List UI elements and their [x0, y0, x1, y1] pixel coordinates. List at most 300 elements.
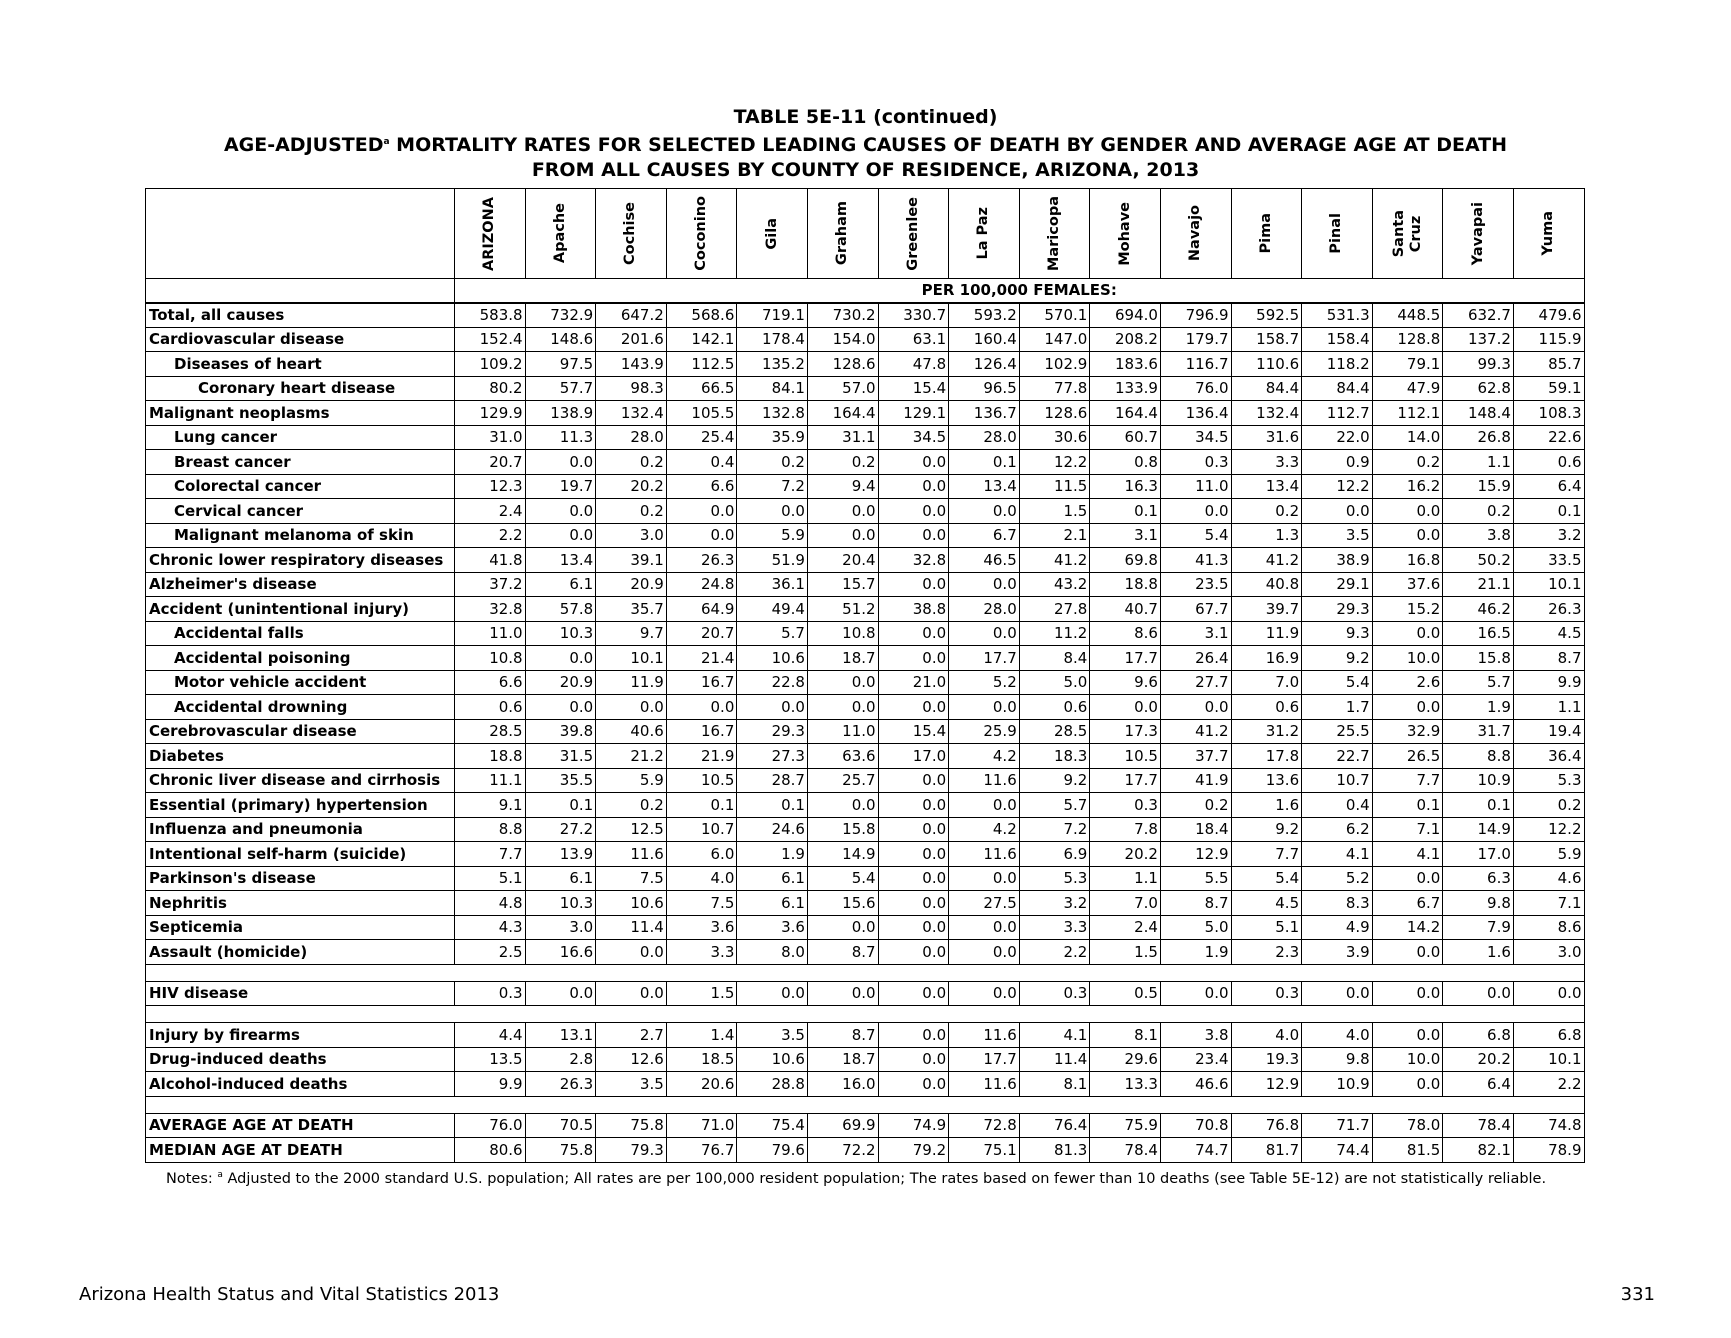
- value-cell: 8.8: [1443, 744, 1514, 769]
- table-row: [146, 376, 1585, 401]
- value-cell: 0.0: [525, 646, 596, 671]
- value-cell: 0.9: [1302, 450, 1373, 475]
- row-label: Lung cancer: [146, 425, 455, 450]
- column-header-label: Yavapai: [1469, 201, 1486, 266]
- value-cell: 69.8: [1090, 548, 1161, 573]
- column-header: [1231, 189, 1302, 279]
- column-header: [455, 189, 526, 279]
- value-cell: 71.0: [666, 1113, 737, 1138]
- table-row: [146, 499, 1585, 524]
- value-cell: 0.0: [1372, 1023, 1443, 1048]
- value-cell: 4.5: [1231, 891, 1302, 916]
- value-cell: 13.4: [525, 548, 596, 573]
- value-cell: 0.1: [1090, 499, 1161, 524]
- value-cell: 37.2: [455, 572, 526, 597]
- value-cell: 19.4: [1513, 719, 1584, 744]
- table-row: [146, 646, 1585, 671]
- value-cell: 0.2: [1160, 793, 1231, 818]
- value-cell: 23.4: [1160, 1047, 1231, 1072]
- value-cell: 19.3: [1231, 1047, 1302, 1072]
- value-cell: 148.4: [1443, 401, 1514, 426]
- value-cell: 7.0: [1231, 670, 1302, 695]
- value-cell: 136.4: [1160, 401, 1231, 426]
- table-row: [146, 425, 1585, 450]
- row-label: Colorectal cancer: [146, 474, 455, 499]
- value-cell: 0.0: [807, 981, 878, 1006]
- table-body: [146, 279, 1585, 1163]
- value-cell: 15.8: [807, 817, 878, 842]
- value-cell: 80.6: [455, 1138, 526, 1163]
- value-cell: 0.0: [1443, 981, 1514, 1006]
- value-cell: 36.1: [737, 572, 808, 597]
- value-cell: 10.1: [1513, 1047, 1584, 1072]
- value-cell: 20.9: [525, 670, 596, 695]
- value-cell: 0.0: [525, 981, 596, 1006]
- value-cell: 109.2: [455, 352, 526, 377]
- column-header-label: Apache: [551, 203, 568, 264]
- value-cell: 0.2: [1513, 793, 1584, 818]
- value-cell: 11.0: [1160, 474, 1231, 499]
- row-label: Assault (homicide): [146, 940, 455, 965]
- value-cell: 5.4: [807, 866, 878, 891]
- per-label-spacer: [146, 279, 455, 303]
- value-cell: 4.2: [949, 744, 1020, 769]
- column-header: [1302, 189, 1373, 279]
- value-cell: 3.3: [1231, 450, 1302, 475]
- value-cell: 16.6: [525, 940, 596, 965]
- value-cell: 57.0: [807, 376, 878, 401]
- value-cell: 99.3: [1443, 352, 1514, 377]
- value-cell: 17.0: [1443, 842, 1514, 867]
- value-cell: 28.0: [949, 597, 1020, 622]
- value-cell: 29.1: [1302, 572, 1373, 597]
- value-cell: 40.6: [596, 719, 667, 744]
- separator-cell: [146, 1096, 1585, 1113]
- value-cell: 8.0: [737, 940, 808, 965]
- value-cell: 0.4: [1302, 793, 1373, 818]
- value-cell: 6.8: [1443, 1023, 1514, 1048]
- value-cell: 26.3: [666, 548, 737, 573]
- value-cell: 0.0: [949, 572, 1020, 597]
- value-cell: 0.0: [878, 981, 949, 1006]
- value-cell: 0.0: [1372, 1072, 1443, 1097]
- value-cell: 20.2: [596, 474, 667, 499]
- value-cell: 80.2: [455, 376, 526, 401]
- value-cell: 74.7: [1160, 1138, 1231, 1163]
- value-cell: 138.9: [525, 401, 596, 426]
- value-cell: 2.5: [455, 940, 526, 965]
- value-cell: 15.2: [1372, 597, 1443, 622]
- value-cell: 6.3: [1443, 866, 1514, 891]
- value-cell: 0.0: [949, 940, 1020, 965]
- value-cell: 5.0: [1019, 670, 1090, 695]
- value-cell: 0.0: [1372, 981, 1443, 1006]
- value-cell: 74.8: [1513, 1113, 1584, 1138]
- row-label: Total, all causes: [146, 303, 455, 328]
- value-cell: 0.0: [596, 695, 667, 720]
- value-cell: 37.7: [1160, 744, 1231, 769]
- value-cell: 0.0: [525, 523, 596, 548]
- value-cell: 0.1: [1443, 793, 1514, 818]
- value-cell: 25.5: [1302, 719, 1373, 744]
- value-cell: 128.6: [807, 352, 878, 377]
- value-cell: 132.4: [1231, 401, 1302, 426]
- value-cell: 0.0: [878, 817, 949, 842]
- value-cell: 26.3: [525, 1072, 596, 1097]
- value-cell: 796.9: [1160, 303, 1231, 328]
- row-label: Chronic lower respiratory diseases: [146, 548, 455, 573]
- value-cell: 62.8: [1443, 376, 1514, 401]
- value-cell: 5.7: [1019, 793, 1090, 818]
- value-cell: 26.4: [1160, 646, 1231, 671]
- value-cell: 129.9: [455, 401, 526, 426]
- value-cell: 51.2: [807, 597, 878, 622]
- value-cell: 97.5: [525, 352, 596, 377]
- value-cell: 6.0: [666, 842, 737, 867]
- value-cell: 4.5: [1513, 621, 1584, 646]
- value-cell: 76.0: [1160, 376, 1231, 401]
- value-cell: 0.3: [455, 981, 526, 1006]
- value-cell: 38.9: [1302, 548, 1373, 573]
- table-row: [146, 866, 1585, 891]
- value-cell: 647.2: [596, 303, 667, 328]
- value-cell: 10.8: [807, 621, 878, 646]
- value-cell: 31.5: [525, 744, 596, 769]
- value-cell: 63.6: [807, 744, 878, 769]
- value-cell: 0.0: [949, 621, 1020, 646]
- value-cell: 6.2: [1302, 817, 1373, 842]
- row-label: Chronic liver disease and cirrhosis: [146, 768, 455, 793]
- value-cell: 18.5: [666, 1047, 737, 1072]
- row-label: Accident (unintentional injury): [146, 597, 455, 622]
- value-cell: 0.1: [1513, 499, 1584, 524]
- title-line-3: FROM ALL CAUSES BY COUNTY OF RESIDENCE, ARIZONA, 2013: [531, 159, 1200, 181]
- value-cell: 16.9: [1231, 646, 1302, 671]
- value-cell: 70.5: [525, 1113, 596, 1138]
- value-cell: 46.2: [1443, 597, 1514, 622]
- value-cell: 128.6: [1019, 401, 1090, 426]
- value-cell: 84.4: [1231, 376, 1302, 401]
- row-label: Parkinson's disease: [146, 866, 455, 891]
- value-cell: 6.4: [1513, 474, 1584, 499]
- mortality-table: [145, 188, 1585, 1163]
- row-label: Accidental falls: [146, 621, 455, 646]
- value-cell: 3.5: [737, 1023, 808, 1048]
- value-cell: 531.3: [1302, 303, 1373, 328]
- value-cell: 568.6: [666, 303, 737, 328]
- value-cell: 15.8: [1443, 646, 1514, 671]
- value-cell: 17.7: [949, 1047, 1020, 1072]
- value-cell: 0.6: [1019, 695, 1090, 720]
- value-cell: 33.5: [1513, 548, 1584, 573]
- value-cell: 10.9: [1302, 1072, 1373, 1097]
- value-cell: 183.6: [1090, 352, 1161, 377]
- value-cell: 39.7: [1231, 597, 1302, 622]
- value-cell: 11.9: [1231, 621, 1302, 646]
- value-cell: 11.4: [596, 915, 667, 940]
- value-cell: 2.2: [1513, 1072, 1584, 1097]
- value-cell: 9.7: [596, 621, 667, 646]
- value-cell: 0.2: [1231, 499, 1302, 524]
- value-cell: 75.4: [737, 1113, 808, 1138]
- value-cell: 31.7: [1443, 719, 1514, 744]
- value-cell: 1.1: [1443, 450, 1514, 475]
- header-corner: [146, 189, 455, 279]
- value-cell: 0.0: [949, 981, 1020, 1006]
- value-cell: 84.4: [1302, 376, 1373, 401]
- value-cell: 1.9: [1443, 695, 1514, 720]
- column-header-label: Santa Cruz: [1390, 209, 1424, 258]
- value-cell: 70.8: [1160, 1113, 1231, 1138]
- value-cell: 0.0: [807, 793, 878, 818]
- value-cell: 158.7: [1231, 327, 1302, 352]
- table-row: [146, 891, 1585, 916]
- value-cell: 6.8: [1513, 1023, 1584, 1048]
- value-cell: 8.1: [1090, 1023, 1161, 1048]
- value-cell: 35.5: [525, 768, 596, 793]
- value-cell: 84.1: [737, 376, 808, 401]
- value-cell: 8.7: [1160, 891, 1231, 916]
- value-cell: 76.8: [1231, 1113, 1302, 1138]
- value-cell: 5.7: [737, 621, 808, 646]
- value-cell: 0.0: [666, 499, 737, 524]
- value-cell: 12.2: [1513, 817, 1584, 842]
- per-label: PER 100,000 FEMALES:: [455, 279, 1585, 303]
- value-cell: 0.0: [878, 915, 949, 940]
- footer-publication: Arizona Health Status and Vital Statistics 2013: [79, 1284, 500, 1305]
- value-cell: 19.7: [525, 474, 596, 499]
- value-cell: 15.6: [807, 891, 878, 916]
- value-cell: 2.3: [1231, 940, 1302, 965]
- value-cell: 0.0: [1372, 695, 1443, 720]
- table-row: [146, 793, 1585, 818]
- value-cell: 9.9: [1513, 670, 1584, 695]
- value-cell: 3.1: [1090, 523, 1161, 548]
- value-cell: 0.3: [1160, 450, 1231, 475]
- value-cell: 15.9: [1443, 474, 1514, 499]
- value-cell: 5.1: [1231, 915, 1302, 940]
- value-cell: 7.1: [1372, 817, 1443, 842]
- value-cell: 5.3: [1019, 866, 1090, 891]
- value-cell: 41.8: [455, 548, 526, 573]
- group-separator: [146, 1096, 1585, 1113]
- value-cell: 10.0: [1372, 646, 1443, 671]
- value-cell: 0.1: [1372, 793, 1443, 818]
- value-cell: 6.1: [525, 572, 596, 597]
- row-label: Essential (primary) hypertension: [146, 793, 455, 818]
- value-cell: 78.9: [1513, 1138, 1584, 1163]
- value-cell: 9.4: [807, 474, 878, 499]
- value-cell: 28.0: [596, 425, 667, 450]
- table-row: [146, 817, 1585, 842]
- value-cell: 479.6: [1513, 303, 1584, 328]
- value-cell: 148.6: [525, 327, 596, 352]
- row-label: Alcohol-induced deaths: [146, 1072, 455, 1097]
- value-cell: 41.3: [1160, 548, 1231, 573]
- column-header-label: Graham: [834, 201, 851, 266]
- value-cell: 164.4: [1090, 401, 1161, 426]
- title-footnote-marker: a: [383, 137, 390, 147]
- value-cell: 730.2: [807, 303, 878, 328]
- value-cell: 17.0: [878, 744, 949, 769]
- value-cell: 41.2: [1160, 719, 1231, 744]
- table-row: [146, 1047, 1585, 1072]
- value-cell: 15.4: [878, 719, 949, 744]
- value-cell: 28.0: [949, 425, 1020, 450]
- title-line-2: [0, 130, 1731, 158]
- value-cell: 0.0: [878, 768, 949, 793]
- value-cell: 0.0: [878, 474, 949, 499]
- value-cell: 22.0: [1302, 425, 1373, 450]
- table-row: [146, 1113, 1585, 1138]
- page-number: 331: [1620, 1284, 1655, 1305]
- value-cell: 11.6: [949, 768, 1020, 793]
- value-cell: 3.5: [1302, 523, 1373, 548]
- value-cell: 6.1: [737, 891, 808, 916]
- value-cell: 11.6: [596, 842, 667, 867]
- value-cell: 0.0: [878, 842, 949, 867]
- value-cell: 18.8: [455, 744, 526, 769]
- value-cell: 36.4: [1513, 744, 1584, 769]
- value-cell: 63.1: [878, 327, 949, 352]
- value-cell: 7.2: [737, 474, 808, 499]
- value-cell: 2.4: [1090, 915, 1161, 940]
- value-cell: 0.0: [525, 499, 596, 524]
- value-cell: 4.4: [455, 1023, 526, 1048]
- value-cell: 28.7: [737, 768, 808, 793]
- value-cell: 13.6: [1231, 768, 1302, 793]
- value-cell: 7.0: [1090, 891, 1161, 916]
- separator-cell: [146, 964, 1585, 981]
- value-cell: 6.4: [1443, 1072, 1514, 1097]
- value-cell: 47.9: [1372, 376, 1443, 401]
- value-cell: 4.9: [1302, 915, 1373, 940]
- value-cell: 28.8: [737, 1072, 808, 1097]
- column-header-label: La Paz: [975, 207, 992, 260]
- value-cell: 6.7: [949, 523, 1020, 548]
- value-cell: 13.4: [1231, 474, 1302, 499]
- value-cell: 9.3: [1302, 621, 1373, 646]
- table-title: [0, 105, 1731, 183]
- value-cell: 1.5: [666, 981, 737, 1006]
- value-cell: 9.1: [455, 793, 526, 818]
- value-cell: 74.9: [878, 1113, 949, 1138]
- value-cell: 77.8: [1019, 376, 1090, 401]
- value-cell: 59.1: [1513, 376, 1584, 401]
- value-cell: 0.0: [878, 523, 949, 548]
- value-cell: 1.5: [1090, 940, 1161, 965]
- per-label-row: [146, 279, 1585, 303]
- value-cell: 112.7: [1302, 401, 1373, 426]
- value-cell: 49.4: [737, 597, 808, 622]
- value-cell: 208.2: [1090, 327, 1161, 352]
- row-label: Coronary heart disease: [146, 376, 455, 401]
- value-cell: 158.4: [1302, 327, 1373, 352]
- value-cell: 8.7: [807, 1023, 878, 1048]
- value-cell: 12.9: [1160, 842, 1231, 867]
- value-cell: 0.1: [737, 793, 808, 818]
- value-cell: 3.3: [666, 940, 737, 965]
- value-cell: 0.0: [1372, 940, 1443, 965]
- value-cell: 3.5: [596, 1072, 667, 1097]
- value-cell: 4.0: [1302, 1023, 1373, 1048]
- value-cell: 16.0: [807, 1072, 878, 1097]
- value-cell: 448.5: [1372, 303, 1443, 328]
- value-cell: 8.7: [1513, 646, 1584, 671]
- notes-footnote-marker: a: [217, 1170, 223, 1180]
- value-cell: 29.6: [1090, 1047, 1161, 1072]
- value-cell: 201.6: [596, 327, 667, 352]
- value-cell: 129.1: [878, 401, 949, 426]
- value-cell: 7.7: [1231, 842, 1302, 867]
- value-cell: 135.2: [737, 352, 808, 377]
- value-cell: 330.7: [878, 303, 949, 328]
- notes-text: Adjusted to the 2000 standard U.S. population; All rates are per 100,000 resident population; The rates based on fewer than 10 deaths (see Table 5E-12) are not statistically reliable.: [222, 1170, 1547, 1187]
- value-cell: 21.1: [1443, 572, 1514, 597]
- value-cell: 133.9: [1090, 376, 1161, 401]
- value-cell: 2.4: [455, 499, 526, 524]
- value-cell: 3.1: [1160, 621, 1231, 646]
- group-separator: [146, 964, 1585, 981]
- table-row: [146, 597, 1585, 622]
- value-cell: 21.0: [878, 670, 949, 695]
- table-row: [146, 1072, 1585, 1097]
- value-cell: 5.1: [455, 866, 526, 891]
- value-cell: 9.2: [1019, 768, 1090, 793]
- value-cell: 1.1: [1090, 866, 1161, 891]
- row-label: Influenza and pneumonia: [146, 817, 455, 842]
- value-cell: 21.4: [666, 646, 737, 671]
- value-cell: 25.7: [807, 768, 878, 793]
- value-cell: 47.8: [878, 352, 949, 377]
- value-cell: 8.4: [1019, 646, 1090, 671]
- value-cell: 39.1: [596, 548, 667, 573]
- value-cell: 0.0: [525, 695, 596, 720]
- column-header: [525, 189, 596, 279]
- value-cell: 15.4: [878, 376, 949, 401]
- value-cell: 81.5: [1372, 1138, 1443, 1163]
- value-cell: 79.3: [596, 1138, 667, 1163]
- value-cell: 719.1: [737, 303, 808, 328]
- value-cell: 12.3: [455, 474, 526, 499]
- value-cell: 4.2: [949, 817, 1020, 842]
- value-cell: 29.3: [737, 719, 808, 744]
- table-row: [146, 450, 1585, 475]
- value-cell: 732.9: [525, 303, 596, 328]
- table-row: [146, 695, 1585, 720]
- value-cell: 0.0: [737, 695, 808, 720]
- value-cell: 4.6: [1513, 866, 1584, 891]
- column-header: [1443, 189, 1514, 279]
- value-cell: 0.6: [1231, 695, 1302, 720]
- value-cell: 1.4: [666, 1023, 737, 1048]
- value-cell: 17.7: [1090, 768, 1161, 793]
- table-row: [146, 303, 1585, 328]
- value-cell: 15.7: [807, 572, 878, 597]
- value-cell: 10.3: [525, 891, 596, 916]
- value-cell: 11.2: [1019, 621, 1090, 646]
- value-cell: 40.7: [1090, 597, 1161, 622]
- column-header-label: Gila: [763, 217, 780, 250]
- value-cell: 98.3: [596, 376, 667, 401]
- value-cell: 10.6: [596, 891, 667, 916]
- value-cell: 0.0: [878, 1072, 949, 1097]
- value-cell: 26.8: [1443, 425, 1514, 450]
- value-cell: 0.0: [878, 646, 949, 671]
- column-header-label: Maricopa: [1046, 195, 1063, 272]
- value-cell: 0.2: [596, 793, 667, 818]
- value-cell: 8.3: [1302, 891, 1373, 916]
